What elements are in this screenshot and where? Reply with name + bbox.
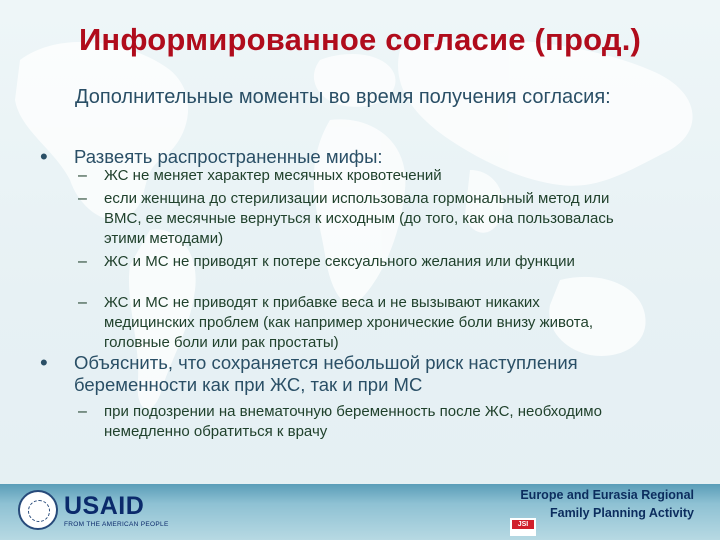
sub-text: при подозрении на внематочную беременность после ЖС, необходимо немедленно обратиться к врачу xyxy=(104,403,602,440)
usaid-seal-icon xyxy=(18,490,58,530)
sub-marker: – xyxy=(78,253,87,270)
org-name-line2: Family Planning Activity xyxy=(549,506,694,520)
sub-marker: – xyxy=(78,294,87,311)
sub-text: если женщина до стерилизации использовала гормональный метод или ВМС, ее месячные вернуться к исходным (до того, как она пользовалась этими методами) xyxy=(104,190,614,247)
sub-marker: – xyxy=(78,167,87,184)
bullet-marker: • xyxy=(40,350,48,375)
jsi-logo-icon xyxy=(510,518,536,536)
jsi-logo-text: JSI xyxy=(512,520,534,529)
sub-text: ЖС и МС не приводят к прибавке веса и не вызывают никаких медицинских проблем (как например хронические боли внизу живота, головные боли или рак простаты) xyxy=(104,294,594,351)
bullet-text: Развеять распространенные мифы: xyxy=(74,146,383,167)
sub-marker: – xyxy=(78,403,87,420)
slide-title: Информированное согласие (прод.) xyxy=(78,22,642,57)
sub-text: ЖС и МС не приводят к потере сексуального желания или функции xyxy=(104,253,575,270)
bullet-text: Объяснить, что сохраняется небольшой риск наступления беременности как при ЖС, так и при МС xyxy=(74,352,578,395)
bullet-marker: • xyxy=(40,144,48,169)
usaid-logo: USAID xyxy=(64,492,145,520)
sub-text: ЖС не меняет характер месячных кровотечений xyxy=(104,167,442,184)
org-name-line1: Europe and Eurasia Regional xyxy=(520,488,694,502)
usaid-tagline: FROM THE AMERICAN PEOPLE xyxy=(64,521,169,528)
intro-text: Дополнительные моменты во время получения согласия: xyxy=(75,86,611,108)
sub-marker: – xyxy=(78,190,87,207)
footer-bar xyxy=(0,484,720,540)
